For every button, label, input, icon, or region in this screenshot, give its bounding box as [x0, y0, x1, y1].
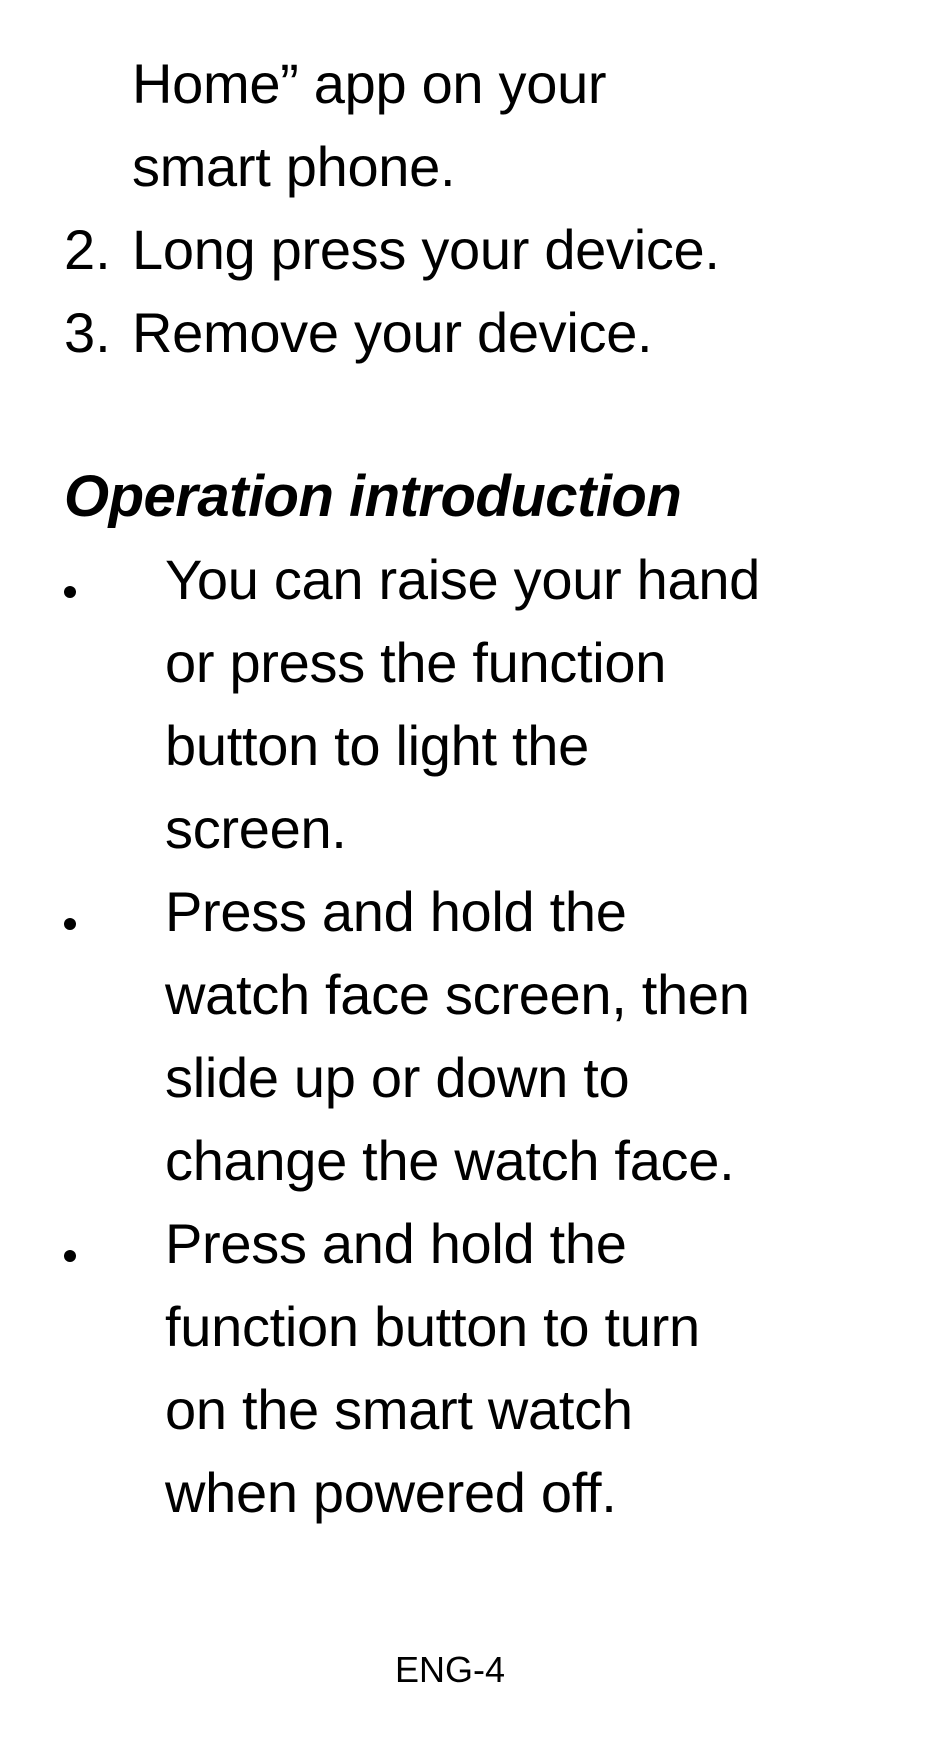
bullet-1-line-3: button to light the: [165, 714, 589, 777]
step-2-number: 2.: [64, 218, 111, 281]
bullet-1-dot-icon: [64, 586, 76, 598]
step-1-continued-line-1: Home” app on your: [132, 52, 607, 115]
bullet-1-line-1: You can raise your hand: [165, 548, 761, 611]
bullet-3-line-1: Press and hold the: [165, 1212, 627, 1275]
step-3-text: Remove your device.: [132, 301, 653, 364]
bullet-1-line-2: or press the function: [165, 631, 667, 694]
step-2-text: Long press your device.: [132, 218, 720, 281]
section-heading: Operation introduction: [64, 464, 682, 529]
bullet-3-line-2: function button to turn: [165, 1295, 700, 1358]
bullet-1-line-4: screen.: [165, 797, 347, 860]
step-3-number: 3.: [64, 301, 111, 364]
bullet-2-line-4: change the watch face.: [165, 1129, 735, 1192]
step-1-continued-line-2: smart phone.: [132, 135, 456, 198]
bullet-2-dot-icon: [64, 918, 76, 930]
page-number: ENG-4: [394, 1649, 506, 1690]
bullet-2-line-1: Press and hold the: [165, 880, 627, 943]
bullet-2-line-2: watch face screen, then: [165, 963, 750, 1026]
bullet-3-dot-icon: [64, 1250, 76, 1262]
bullet-3-line-3: on the smart watch: [165, 1378, 633, 1441]
bullet-2-line-3: slide up or down to: [165, 1046, 630, 1109]
bullet-3-line-4: when powered off.: [165, 1461, 617, 1524]
